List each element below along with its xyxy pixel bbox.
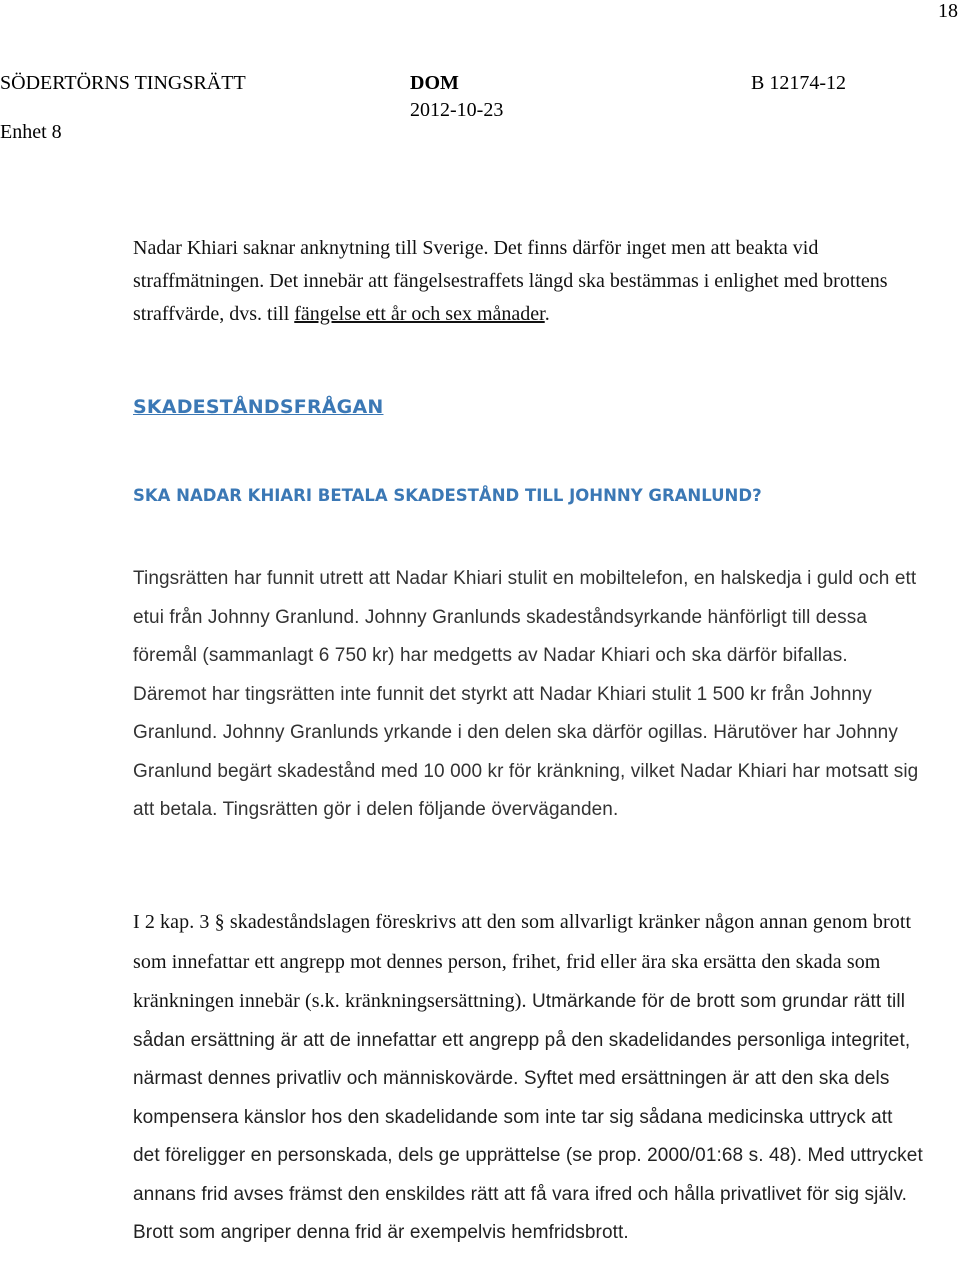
court-name: SÖDERTÖRNS TINGSRÄTT — [0, 72, 246, 94]
section-heading: SKADESTÅNDSFRÅGAN — [133, 396, 384, 418]
case-number: B 12174-12 — [751, 72, 846, 94]
court-unit: Enhet 8 — [0, 121, 62, 143]
paragraph-legal-basis — [133, 903, 923, 1253]
paragraph-text-rest: Utmärkande för de brott som grundar rätt till sådan ersättning är att de innefattar ett angrepp på den skadelidandes personliga integritet, närmast dennes privatliv och människovärde. Syftet med ersättningen är att den ska dels kompensera känslor hos den skadelidande som inte tar sig sådana medicinska uttryck att det föreligger en personskada, dels ge upprättelse (se prop. 2000/01:68 s. 48). Med uttrycket annans frid avses främst den enskildes rätt att få vara ifred och hålla privatlivet för sig själv. Brott som angriper denna frid är exempelvis hemfridsbrott. — [133, 991, 923, 1243]
paragraph-text-end: . — [544, 303, 550, 325]
paragraph-text: Nadar Khiari saknar anknytning till Sverige. Det finns därför inget men att beakta vid straffmätningen. Det innebär att fängelsestraffets längd ska bestämmas i enlighet med brottens straffvärde, dvs. till — [133, 237, 888, 325]
paragraph-damages: Tingsrätten har funnit utrett att Nadar Khiari stulit en mobiltelefon, en halskedja i guld och ett etui från Johnny Granlund. Johnny Granlunds skadeståndsyrkande hänförligt till dessa föremål (sammanlagt 6 750 kr) har medgetts av Nadar Khiari och ska därför bifallas. Däremot har tingsrätten inte funnit det styrkt att Nadar Khiari stulit 1 500 kr från Johnny Granlund. Johnny Granlunds yrkande i den delen ska därför ogillas. Härutöver har Johnny Granlund begärt skadestånd med 10 000 kr för kränkning, vilket Nadar Khiari har motsatt sig att betala. Tingsrätten gör i delen följande överväganden. — [133, 568, 919, 820]
document-type: DOM — [410, 72, 459, 94]
document-date: 2012-10-23 — [410, 99, 504, 121]
sentence-underlined: fängelse ett år och sex månader — [294, 303, 545, 325]
subsection-heading: SKA NADAR KHIARI BETALA SKADESTÅND TILL JOHNNY GRANLUND? — [133, 486, 762, 505]
page-number: 18 — [938, 0, 958, 22]
paragraph-sentencing — [133, 232, 923, 331]
paragraph-text-serif: I 2 kap. 3 § skadeståndslagen föreskrivs att den som allvarligt kränker någon annan genom brott som innefattar ett angrepp mot dennes person, frihet, frid eller ära ska ersätta den skada som kränkningen innebär (s.k. kränkningsersättning). — [133, 911, 912, 1012]
